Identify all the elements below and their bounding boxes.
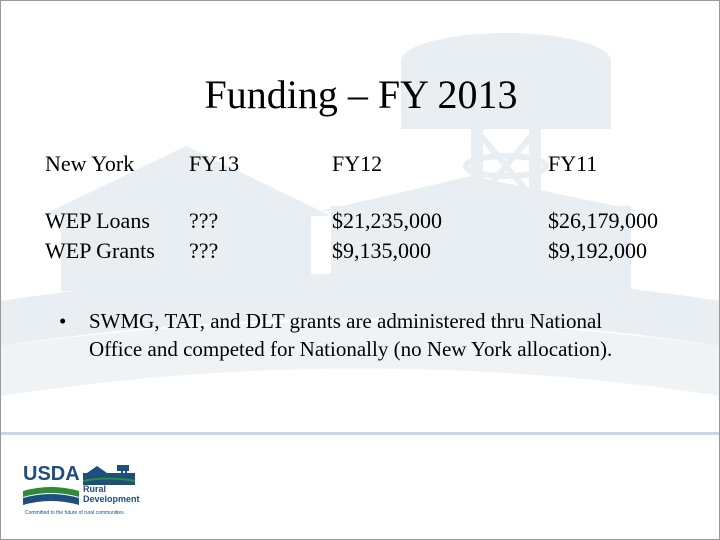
row-label-wep-loans: WEP Loans [45, 208, 150, 233]
cell-wep-grants-fy13: ??? [189, 238, 219, 263]
cell-wep-grants-fy11: $9,192,000 [548, 238, 647, 263]
bullet-text: SWMG, TAT, and DLT grants are administered thru National Office and competed for Nationally (no New York allocation). [89, 309, 613, 361]
cell-wep-grants-fy12: $9,135,000 [332, 238, 431, 263]
footer-divider [1, 432, 720, 435]
usda-swoosh-icon [23, 485, 79, 507]
logo-development-text: Development [83, 494, 140, 504]
cell-wep-loans-fy11: $26,179,000 [548, 208, 658, 233]
logo-rd-text [83, 484, 140, 504]
logo-tagline: Committed to the future of rural communities. [25, 510, 126, 516]
bullet-item [59, 307, 639, 363]
logo-usda-text: USDA [23, 463, 80, 485]
logo-rural-text: Rural [83, 484, 107, 494]
cell-wep-loans-fy13: ??? [189, 208, 219, 233]
header-fy13: FY13 [189, 151, 240, 176]
header-fy11: FY11 [548, 151, 598, 176]
bullet-icon: • [59, 309, 67, 333]
header-fy12: FY12 [332, 151, 383, 176]
header-state: New York [45, 151, 135, 176]
slide-title: Funding – FY 2013 [204, 72, 518, 117]
cell-wep-loans-fy12: $21,235,000 [332, 208, 442, 233]
row-label-wep-grants: WEP Grants [45, 238, 155, 263]
rural-development-emblem-icon [83, 463, 135, 485]
